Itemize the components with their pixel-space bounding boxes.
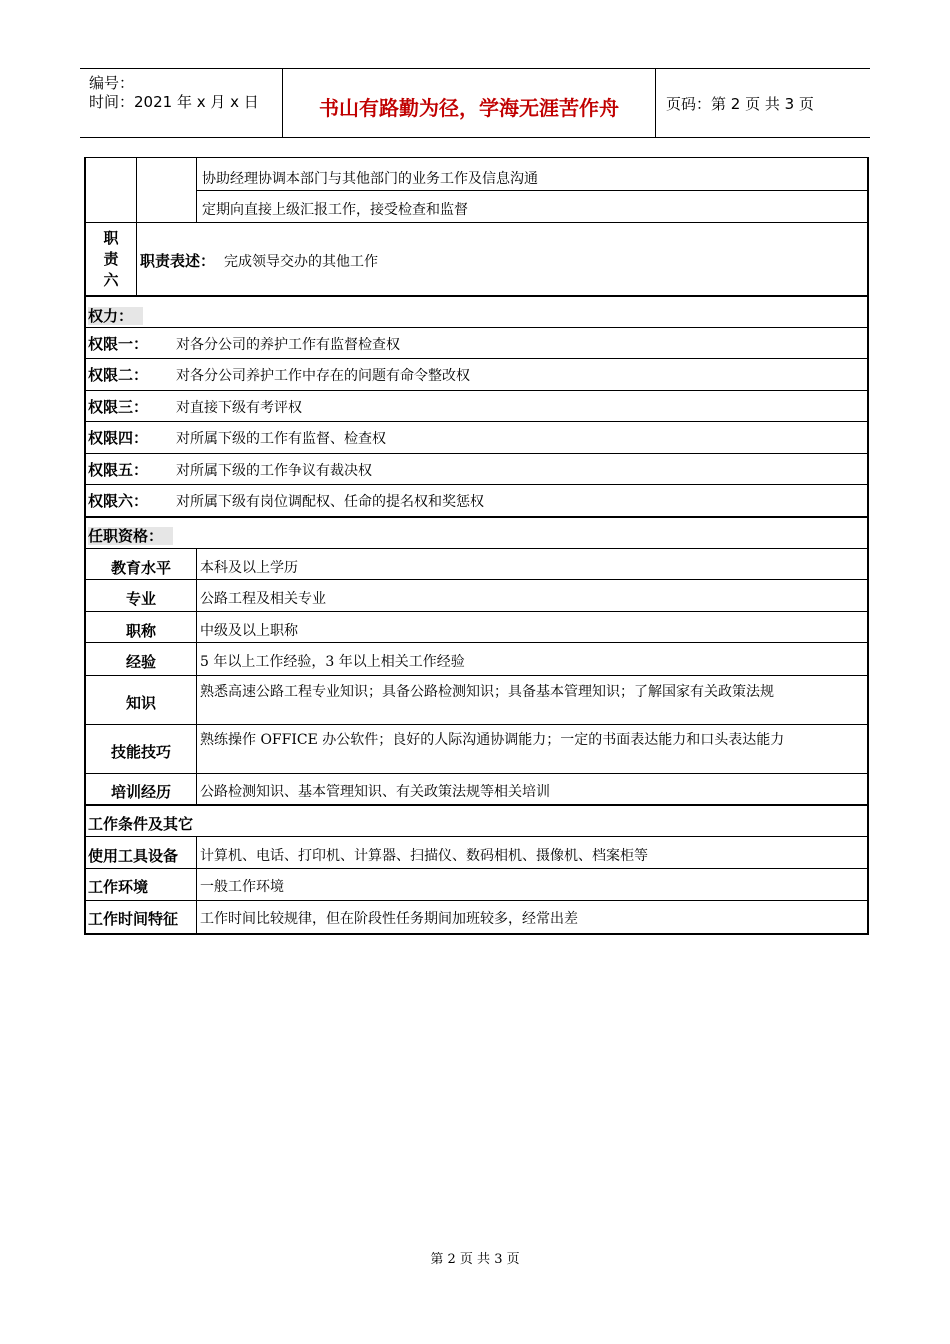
condition-text: 计算机、电话、打印机、计算器、扫描仪、数码相机、摄像机、档案柜等 — [200, 848, 648, 864]
duty6-label: 职责六 — [103, 229, 119, 289]
divider — [196, 836, 197, 933]
row-divider — [86, 724, 867, 725]
row-divider — [86, 453, 867, 454]
row-divider — [86, 484, 867, 485]
divider — [136, 158, 137, 222]
authority-label: 权限一： — [88, 335, 149, 353]
qualification-text: 公路工程及相关专业 — [200, 591, 326, 607]
section-divider — [86, 804, 867, 806]
condition-label: 工作环境 — [88, 878, 149, 896]
job-description-table — [84, 157, 869, 935]
row-divider — [86, 773, 867, 774]
qualification-label: 职称 — [125, 622, 156, 640]
duty6-desc: 完成领导交办的其他工作 — [224, 254, 378, 270]
conditions-title: 工作条件及其它 — [88, 815, 194, 833]
authority-text: 对所属下级有岗位调配权、任命的提名权和奖惩权 — [176, 494, 484, 510]
qualification-label: 经验 — [125, 653, 156, 671]
authority-text: 对各分公司的养护工作有监督检查权 — [176, 337, 400, 353]
divider — [196, 548, 197, 804]
divider — [136, 222, 137, 295]
page-header — [80, 68, 870, 138]
page-label: 页码：第 2 页 共 3 页 — [666, 95, 814, 113]
row-divider — [86, 548, 867, 549]
section-divider — [86, 295, 867, 297]
row-divider — [86, 675, 867, 676]
authority-text: 对直接下级有考评权 — [176, 400, 302, 416]
row-divider — [86, 421, 867, 422]
row-divider — [86, 327, 867, 328]
qualification-label: 知识 — [125, 694, 156, 712]
time-label: 时间：2021 年 x 月 x 日 — [89, 93, 259, 111]
qualification-label: 技能技巧 — [110, 743, 171, 761]
condition-label: 工作时间特征 — [88, 910, 179, 928]
qualification-label: 专业 — [125, 590, 156, 608]
row-divider — [196, 190, 867, 191]
motto: 书山有路勤为径，学海无涯苦作舟 — [319, 96, 619, 120]
duty6-desc-label: 职责表述： — [140, 252, 216, 270]
number-label: 编号： — [89, 74, 135, 92]
duty-row: 定期向直接上级汇报工作，接受检查和监督 — [202, 202, 468, 218]
authority-label: 权限四： — [88, 429, 149, 447]
authority-label: 权限二： — [88, 366, 149, 384]
row-divider — [86, 390, 867, 391]
row-divider — [86, 611, 867, 612]
qualification-text: 熟悉高速公路工程专业知识；具备公路检测知识；具备基本管理知识；了解国家有关政策法规 — [200, 684, 774, 700]
row-divider — [86, 868, 867, 869]
page-footer: 第 2 页 共 3 页 — [430, 1252, 520, 1267]
header-page-cell — [656, 69, 870, 137]
authority-label: 权限六： — [88, 492, 149, 510]
condition-text: 工作时间比较规律，但在阶段性任务期间加班较多，经常出差 — [200, 911, 578, 927]
authority-text: 对所属下级的工作有监督、检查权 — [176, 431, 386, 447]
header-meta — [80, 69, 282, 137]
row-divider — [86, 900, 867, 901]
condition-label: 使用工具设备 — [88, 847, 179, 865]
header-motto-cell — [282, 69, 656, 137]
duty-row: 协助经理协调本部门与其他部门的业务工作及信息沟通 — [202, 171, 538, 187]
authority-title: 权力： — [88, 307, 143, 325]
qualification-text: 公路检测知识、基本管理知识、有关政策法规等相关培训 — [200, 784, 550, 800]
qualification-label: 培训经历 — [110, 783, 171, 801]
authority-label: 权限三： — [88, 398, 149, 416]
row-divider — [86, 358, 867, 359]
qualification-text: 熟练操作 OFFICE 办公软件；良好的人际沟通协调能力；一定的书面表达能力和口头表达能力 — [200, 732, 785, 748]
qualification-label: 教育水平 — [110, 559, 171, 577]
row-divider — [86, 579, 867, 580]
qualification-text: 5 年以上工作经验，3 年以上相关工作经验 — [200, 654, 465, 670]
authority-text: 对各分公司养护工作中存在的问题有命令整改权 — [176, 368, 470, 384]
condition-text: 一般工作环境 — [200, 879, 284, 895]
row-divider — [86, 222, 867, 223]
authority-text: 对所属下级的工作争议有裁决权 — [176, 463, 372, 479]
row-divider — [86, 642, 867, 643]
section-divider — [86, 516, 867, 518]
qualifications-title: 任职资格： — [88, 527, 173, 545]
authority-label: 权限五： — [88, 461, 149, 479]
row-divider — [86, 836, 867, 837]
qualification-text: 中级及以上职称 — [200, 623, 298, 639]
qualification-text: 本科及以上学历 — [200, 560, 298, 576]
